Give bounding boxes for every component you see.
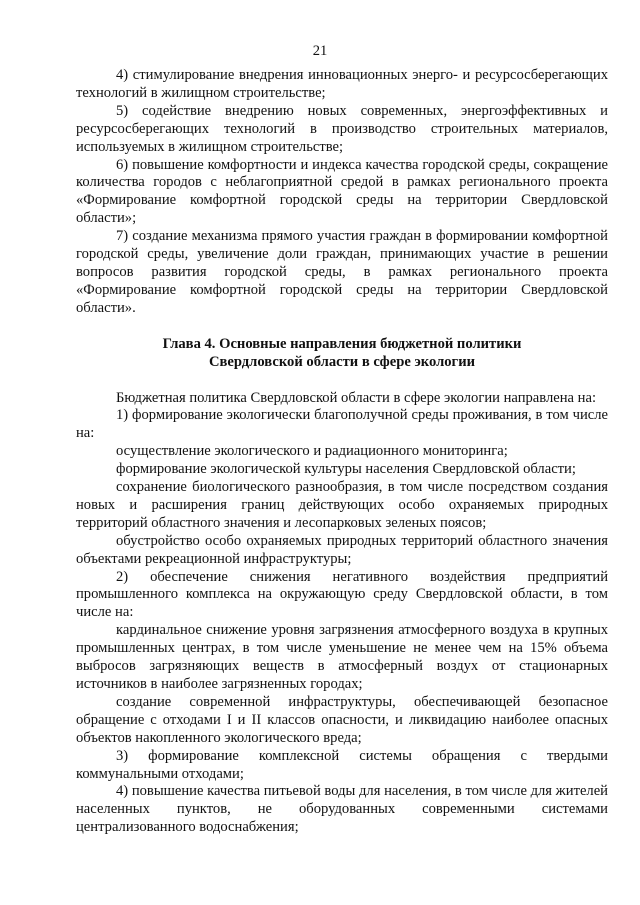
paragraph-eco-culture: формирование экологической культуры населения Свердловской области; [116,461,576,478]
paragraph-item-4-housing: 4) стимулирование внедрения инновационных энерго- и ресурсосберегающих технологий в жилищном строительстве; [76,67,608,101]
paragraph-item-3-solid-waste: 3) формирование комплексной системы обращения с твердыми коммунальными отходами; [76,747,608,782]
chapter-heading-line-2: Свердловской области в сфере экологии [208,353,476,370]
page-number: 21 [312,43,328,59]
paragraph-item-5-building-materials: 5) содействие внедрению новых современных, энергоэффективных и ресурсосберегающих технологий в производство строительных материалов, используемых в жилищном строительстве; [76,102,608,155]
document-body [76,67,608,837]
paragraph-item-4-drinking-water: 4) повышение качества питьевой воды для населения, в том числе для жителей населенных пунктов, не оборудованных современными системами централизованного водоснабжения; [76,783,608,836]
paragraph-recreation: обустройство особо охраняемых природных территорий областного значения объектами рекреационной инфраструктуры; [76,532,608,567]
paragraph-item-7-citizen-participation: 7) создание механизма прямого участия граждан в формировании комфортной городской среды, увеличение доли граждан, принимающих участие в решении вопросов развития городской среды, в рамках регионального проекта «Формирование комфортной городской среды на территории Свердловской области». [76,228,608,316]
paragraph-monitoring: осуществление экологического и радиационного мониторинга; [116,443,508,460]
paragraph-air-pollution: кардинальное снижение уровня загрязнения атмосферного воздуха в крупных промышленных центрах, в том числе уменьшение не менее чем на 15% объема выбросов загрязняющих веществ в атмосферный воздух от стационарных источников в наиболее загрязненных городах; [76,622,608,692]
paragraph-waste-infrastructure: создание современной инфраструктуры, обеспечивающей безопасное обращение с отходами I и II классов опасности, и ликвидацию наиболее опасных объектов накопленного экологического вреда; [76,693,608,746]
paragraph-item-1-environment: 1) формирование экологически благополучной среды проживания, в том числе на: [76,407,608,442]
paragraph-item-6-urban-comfort: 6) повышение комфортности и индекса качества городской среды, сокращение количества городов с неблагоприятной средой в рамках регионального проекта «Формирование комфортной городской среды на территории Свердловской области»; [76,156,608,227]
paragraph-biodiversity: сохранение биологического разнообразия, в том числе посредством создания новых и расширения границ действующих особо охраняемых природных территорий областного значения и лесопарковых зеленых поясов; [76,479,608,531]
chapter-heading-line-1: Глава 4. Основные направления бюджетной политики [162,335,522,352]
paragraph-intro: Бюджетная политика Свердловской области в сфере экологии направлена на: [116,389,597,406]
paragraph-item-2-industry: 2) обеспечение снижения негативного воздействия предприятий промышленного комплекса на окружающую среду Свердловской области, в том числе на: [76,568,608,621]
